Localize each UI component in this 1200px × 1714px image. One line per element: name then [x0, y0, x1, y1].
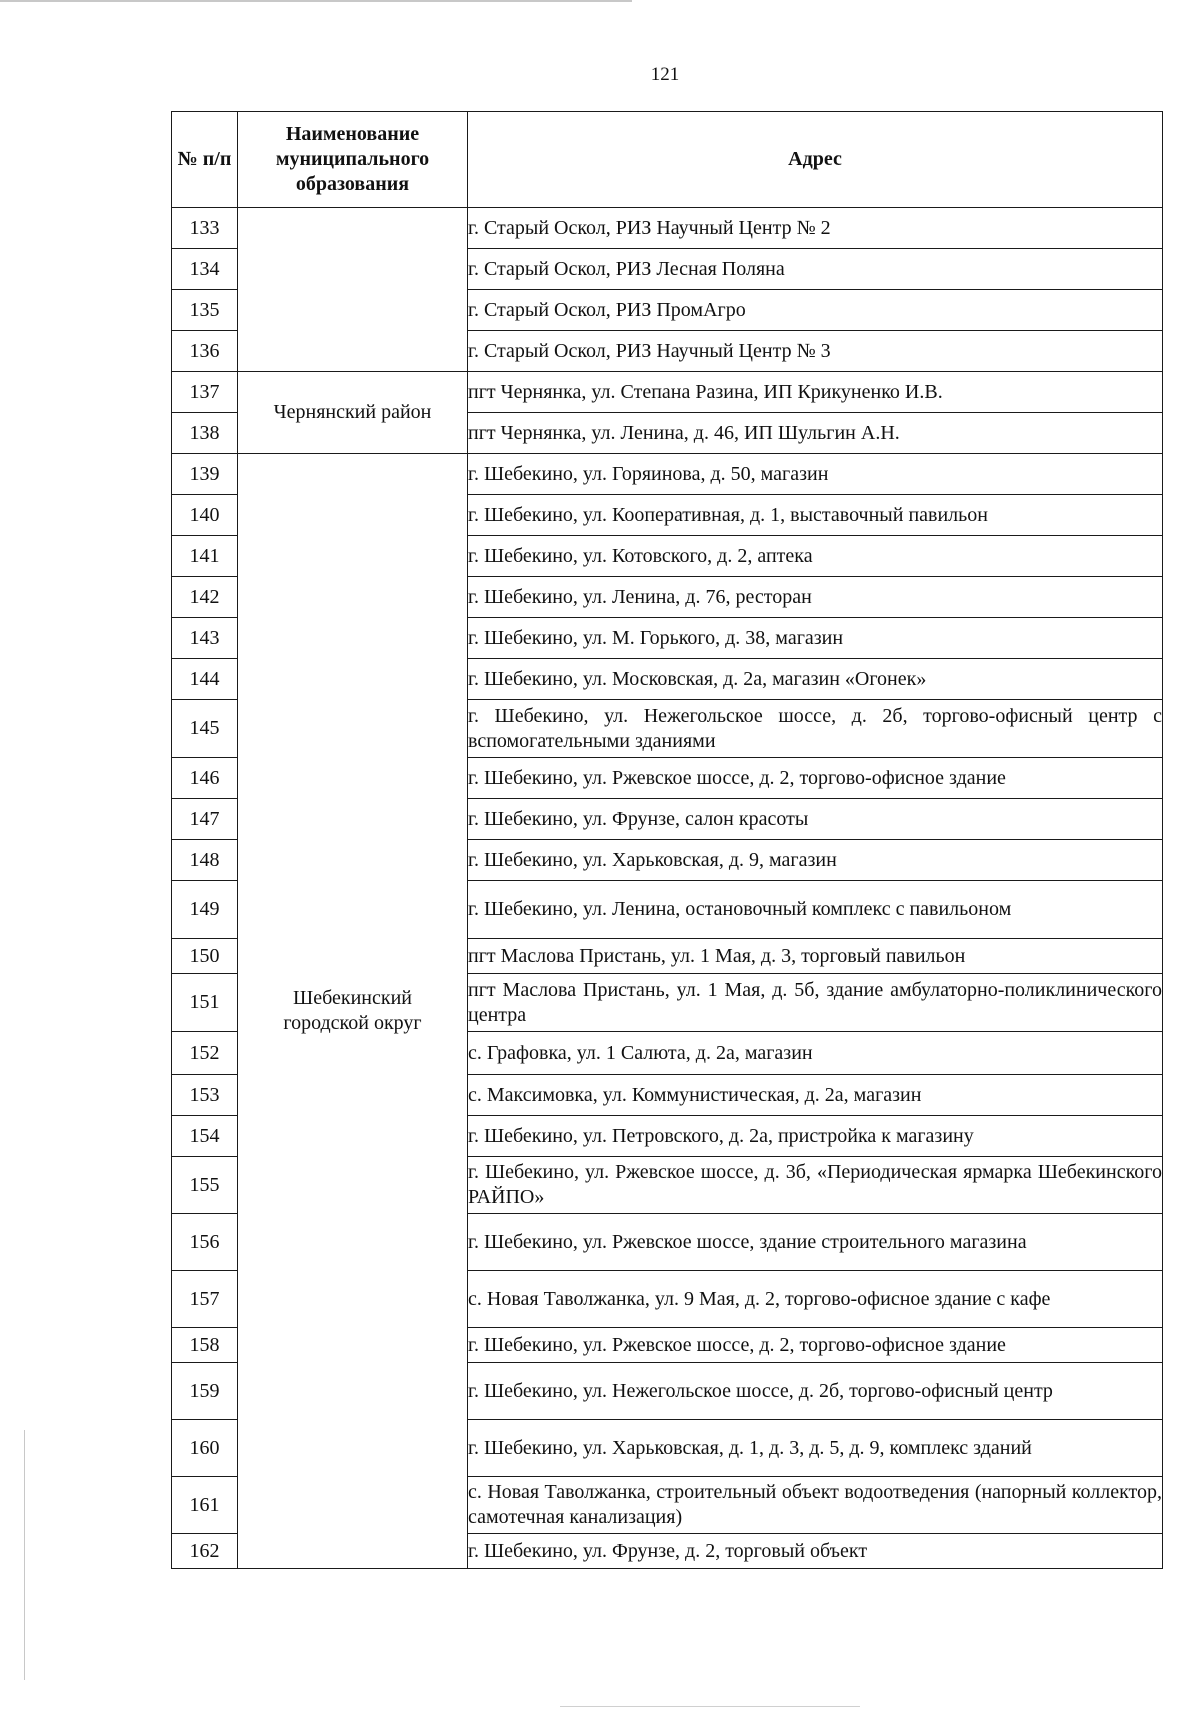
row-number: 158 [172, 1328, 238, 1363]
row-number: 151 [172, 974, 238, 1032]
row-number: 159 [172, 1363, 238, 1420]
address-cell: г. Шебекино, ул. Кооперативная, д. 1, выставочный павильон [468, 495, 1163, 536]
address-cell: г. Шебекино, ул. Ржевское шоссе, д. 2, торгово-офисное здание [468, 1328, 1163, 1363]
table-body [172, 208, 1163, 1569]
address-cell: г. Старый Оскол, РИЗ ПромАгро [468, 290, 1163, 331]
address-cell: г. Шебекино, ул. Харьковская, д. 9, магазин [468, 840, 1163, 881]
address-cell: пгт Маслова Пристань, ул. 1 Мая, д. 3, торговый павильон [468, 939, 1163, 974]
address-cell: с. Максимовка, ул. Коммунистическая, д. 2а, магазин [468, 1075, 1163, 1116]
row-number: 156 [172, 1214, 238, 1271]
row-number: 146 [172, 758, 238, 799]
address-cell: пгт Маслова Пристань, ул. 1 Мая, д. 5б, здание амбулаторно-поликлинического центра [468, 974, 1163, 1032]
row-number: 133 [172, 208, 238, 249]
address-cell: г. Шебекино, ул. Фрунзе, салон красоты [468, 799, 1163, 840]
address-cell: с. Новая Таволжанка, строительный объект водоотведения (напорный коллектор, самотечная канализация) [468, 1477, 1163, 1534]
address-cell: г. Шебекино, ул. Ржевское шоссе, д. 3б, «Периодическая ярмарка Шебекинского РАЙПО» [468, 1157, 1163, 1214]
address-cell: пгт Чернянка, ул. Ленина, д. 46, ИП Шульгин А.Н. [468, 413, 1163, 454]
row-number: 149 [172, 881, 238, 939]
address-cell: г. Старый Оскол, РИЗ Научный Центр № 3 [468, 331, 1163, 372]
address-cell: г. Шебекино, ул. Ленина, остановочный комплекс с павильоном [468, 881, 1163, 939]
row-number: 143 [172, 618, 238, 659]
address-table [171, 111, 1163, 1569]
row-number: 152 [172, 1032, 238, 1075]
row-number: 140 [172, 495, 238, 536]
row-number: 142 [172, 577, 238, 618]
address-cell: г. Шебекино, ул. Ржевское шоссе, д. 2, торгово-офисное здание [468, 758, 1163, 799]
address-cell: с. Новая Таволжанка, ул. 9 Мая, д. 2, торгово-офисное здание с кафе [468, 1271, 1163, 1328]
header-municipality: Наименование муниципального образования [238, 112, 468, 208]
address-cell: г. Шебекино, ул. Московская, д. 2а, магазин «Огонек» [468, 659, 1163, 700]
address-cell: г. Шебекино, ул. Горяинова, д. 50, магазин [468, 454, 1163, 495]
row-number: 138 [172, 413, 238, 454]
address-cell: г. Шебекино, ул. Харьковская, д. 1, д. 3, д. 5, д. 9, комплекс зданий [468, 1420, 1163, 1477]
address-cell: г. Шебекино, ул. Петровского, д. 2а, пристройка к магазину [468, 1116, 1163, 1157]
row-number: 160 [172, 1420, 238, 1477]
page-number: 121 [650, 64, 680, 85]
scan-edge-line [0, 0, 632, 2]
table-row [172, 372, 1163, 413]
scan-edge-line [24, 1430, 25, 1680]
table-row [172, 454, 1163, 495]
header-num: № п/п [172, 112, 238, 208]
row-number: 145 [172, 700, 238, 758]
address-cell: г. Шебекино, ул. Ржевское шоссе, здание строительного магазина [468, 1214, 1163, 1271]
row-number: 137 [172, 372, 238, 413]
row-number: 154 [172, 1116, 238, 1157]
address-cell: г. Шебекино, ул. Нежегольское шоссе, д. 2б, торгово-офисный центр с вспомогательными зданиями [468, 700, 1163, 758]
row-number: 150 [172, 939, 238, 974]
municipality-cell: Шебекинский городской округ [238, 454, 468, 1569]
row-number: 144 [172, 659, 238, 700]
table-header-row [172, 112, 1163, 208]
address-cell: г. Шебекино, ул. Нежегольское шоссе, д. 2б, торгово-офисный центр [468, 1363, 1163, 1420]
municipality-cell [238, 208, 468, 372]
row-number: 141 [172, 536, 238, 577]
address-cell: г. Шебекино, ул. Фрунзе, д. 2, торговый объект [468, 1534, 1163, 1569]
row-number: 148 [172, 840, 238, 881]
municipality-cell: Чернянский район [238, 372, 468, 454]
row-number: 135 [172, 290, 238, 331]
address-cell: г. Старый Оскол, РИЗ Научный Центр № 2 [468, 208, 1163, 249]
row-number: 153 [172, 1075, 238, 1116]
row-number: 139 [172, 454, 238, 495]
row-number: 162 [172, 1534, 238, 1569]
address-cell: пгт Чернянка, ул. Степана Разина, ИП Крикуненко И.В. [468, 372, 1163, 413]
address-cell: с. Графовка, ул. 1 Салюта, д. 2а, магазин [468, 1032, 1163, 1075]
row-number: 157 [172, 1271, 238, 1328]
table-row [172, 208, 1163, 249]
address-cell: г. Шебекино, ул. Ленина, д. 76, ресторан [468, 577, 1163, 618]
row-number: 134 [172, 249, 238, 290]
address-cell: г. Шебекино, ул. Котовского, д. 2, аптека [468, 536, 1163, 577]
address-cell: г. Шебекино, ул. М. Горького, д. 38, магазин [468, 618, 1163, 659]
header-address: Адрес [468, 112, 1163, 208]
row-number: 147 [172, 799, 238, 840]
address-cell: г. Старый Оскол, РИЗ Лесная Поляна [468, 249, 1163, 290]
row-number: 136 [172, 331, 238, 372]
row-number: 161 [172, 1477, 238, 1534]
scan-edge-line [560, 1706, 860, 1707]
row-number: 155 [172, 1157, 238, 1214]
